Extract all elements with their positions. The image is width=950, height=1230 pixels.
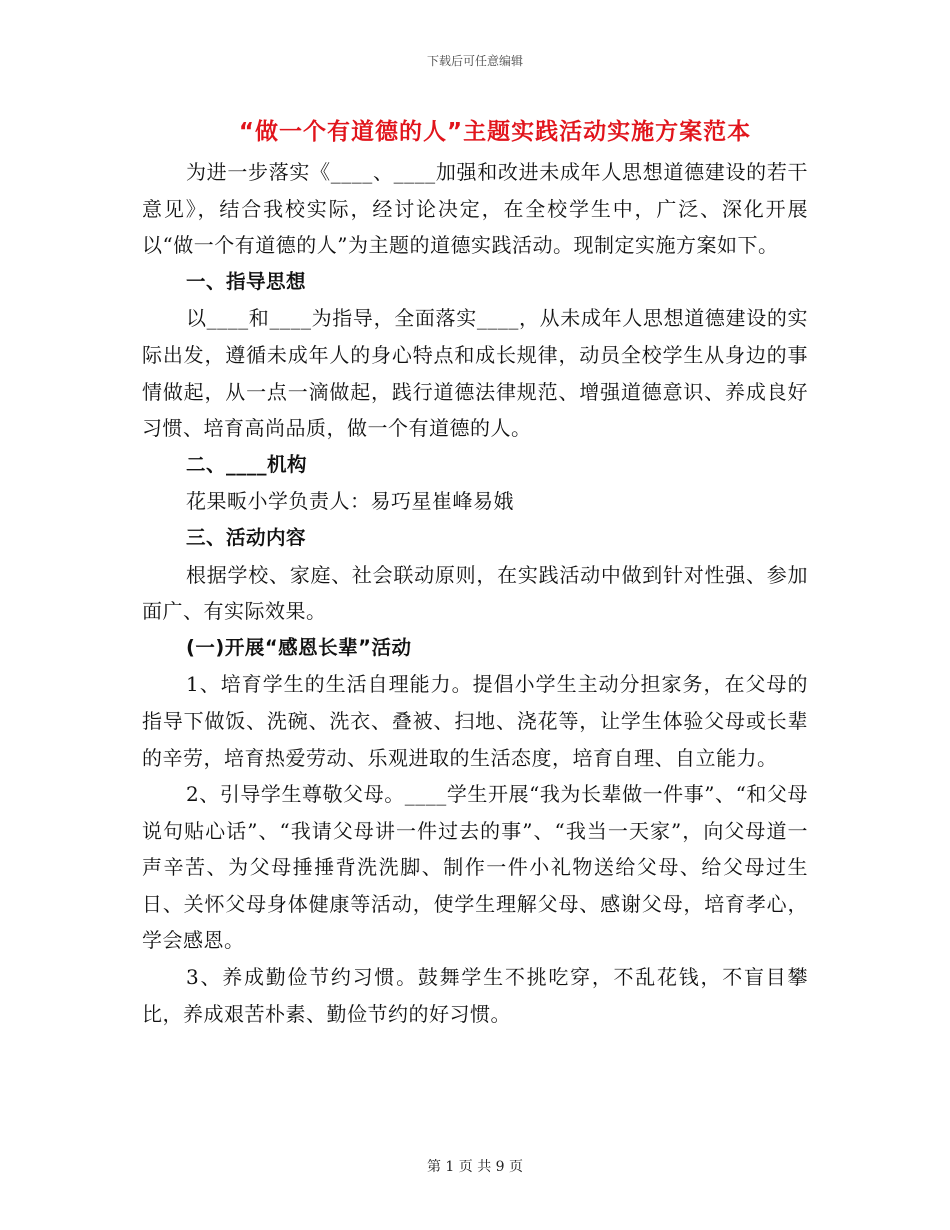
intro-paragraph: 为进一步落实《____、____加强和改进未成年人思想道德建设的若干意见》，结合我校实际，经讨论决定，在全校学生中，广泛、深化开展以“做一个有道德的人”为主题的道德实践活动。现制定实施方案如下。 [142, 160, 808, 258]
page-number: 第 1 页 共 9 页 [426, 1159, 524, 1175]
section-heading-guiding: 一、指导思想 [186, 269, 307, 293]
section-body-content: 根据学校、家庭、社会联动原则，在实践活动中做到针对性强、参加面广、有实际效果。 [142, 562, 808, 624]
document-body [142, 154, 808, 1032]
subsection-heading-gratitude: (一)开展“感恩长辈”活动 [186, 635, 412, 659]
section-heading-organization: 二、____机构 [186, 452, 308, 476]
download-note: 下载后可任意编辑 [426, 54, 523, 68]
section-body-organization: 花果畈小学负责人：易巧星崔峰易娥 [186, 489, 514, 514]
list-item: 1、培育学生的生活自理能力。提倡小学生主动分担家务，在父母的指导下做饭、洗碗、洗衣、叠被、扫地、浇花等，让学生体验父母或长辈的辛劳，培育热爱劳动、乐观进取的生活态度，培育自理、自立能力。 [142, 672, 808, 770]
list-item: 2、引导学生尊敬父母。____学生开展“我为长辈做一件事”、“和父母说句贴心话”、“我请父母讲一件过去的事”、“我当一天家”，向父母道一声辛苦、为父母捶捶背洗洗脚、制作一件小礼物送给父母、给父母过生日、关怀父母身体健康等活动，使学生理解父母、感谢父母，培育孝心，学会感恩。 [142, 782, 808, 953]
document-title: “做一个有道德的人”主题实践活动实施方案范本 [238, 119, 752, 145]
section-body-guiding: 以____和____为指导，全面落实____，从未成年人思想道德建设的实际出发，遵循未成年人的身心特点和成长规律，动员全校学生从身边的事情做起，从一点一滴做起，践行道德法律规范、增强道德意识、养成良好习惯、培育高尚品质，做一个有道德的人。 [142, 306, 808, 441]
list-item: 3、养成勤俭节约习惯。鼓舞学生不挑吃穿，不乱花钱，不盲目攀比，养成艰苦朴素、勤俭节约的好习惯。 [142, 965, 808, 1026]
section-heading-content: 三、活动内容 [186, 525, 307, 549]
